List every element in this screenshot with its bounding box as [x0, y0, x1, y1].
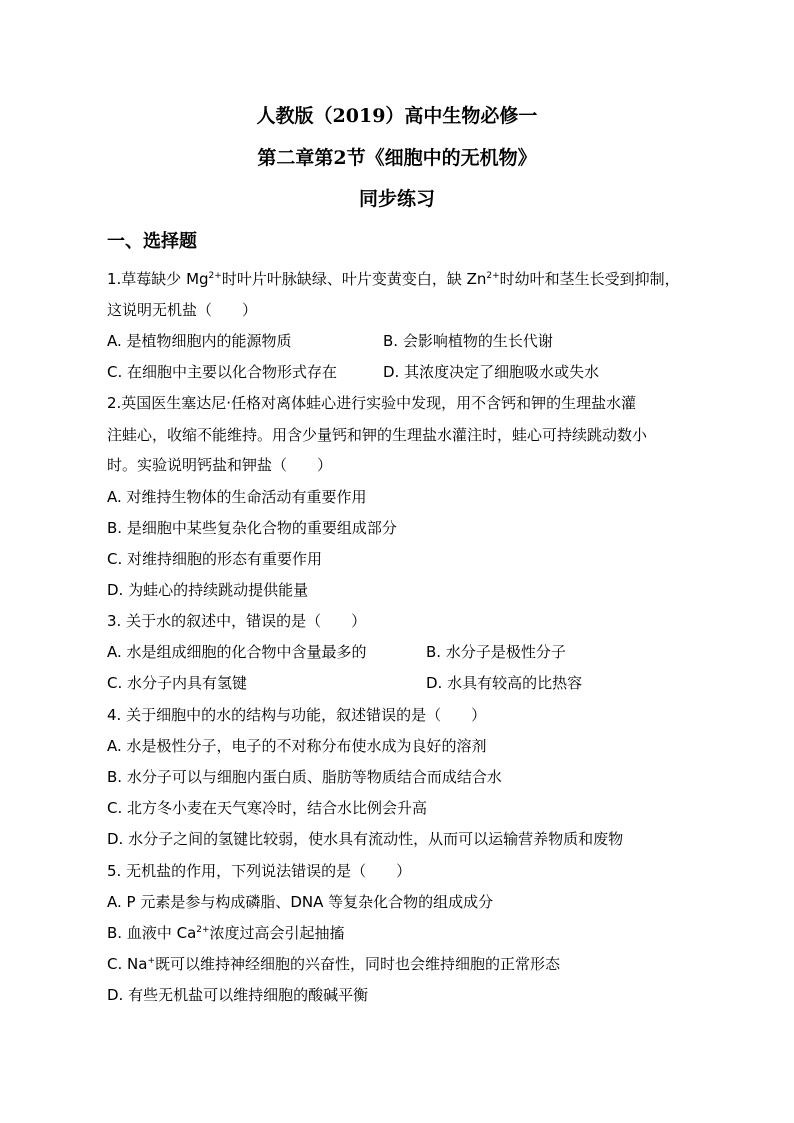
q3-option-b: B. 水分子是极性分子 — [426, 643, 566, 661]
q3-option-a: A. 水是组成细胞的化合物中含量最多的 — [107, 643, 367, 661]
q1-text-part: 1.草莓缺少 Mg — [107, 270, 209, 288]
q1-superscript: 2+ — [208, 271, 222, 281]
question-3-options-row1 — [107, 637, 697, 668]
q1-option-c: C. 在细胞中主要以化合物形式存在 — [107, 363, 338, 381]
q3-option-c: C. 水分子内具有氢键 — [107, 674, 248, 692]
q4-option-d: D. 水分子之间的氢键比较弱，使水具有流动性，从而可以运输营养物质和废物 — [107, 830, 624, 848]
question-2-stem-line3: 时。实验说明钙盐和钾盐（ ） — [107, 456, 333, 474]
question-2-stem-line1: 2.英国医生塞达尼·任格对离体蛙心进行实验中发现，用不含钙和钾的生理盐水灌 — [107, 394, 637, 412]
q1-superscript: 2+ — [486, 271, 500, 281]
q5-option-b-text: B. 血液中 Ca — [107, 924, 197, 942]
q1-text-part: 时叶片叶脉缺绿、叶片变黄变白，缺 Zn — [221, 270, 487, 288]
q2-option-d: D. 为蛙心的持续跳动提供能量 — [107, 581, 309, 599]
q1-option-a: A. 是植物细胞内的能源物质 — [107, 332, 292, 350]
exercise-title: 同步练习 — [358, 188, 435, 210]
q5-option-b — [107, 918, 345, 949]
q5-option-a: A. P 元素是参与构成磷脂、DNA 等复杂化合物的组成成分 — [107, 893, 494, 911]
q5-option-b-superscript: 2+ — [196, 925, 210, 935]
q5-option-b-text: 浓度过高会引起抽搐 — [209, 924, 345, 942]
q3-option-d: D. 水具有较高的比热容 — [426, 674, 583, 692]
question-1-options-row1 — [107, 326, 697, 357]
question-1-stem-line2: 这说明无机盐（ ） — [107, 301, 258, 319]
q1-text-part: 时幼叶和茎生长受到抑制， — [499, 270, 680, 288]
q5-option-c-superscript: + — [147, 956, 155, 966]
question-3-options-row2 — [107, 668, 697, 699]
document-title: 人教版（2019）高中生物必修一 — [256, 105, 538, 127]
question-1-options-row2 — [107, 357, 697, 388]
q4-option-a: A. 水是极性分子，电子的不对称分布使水成为良好的溶剂 — [107, 737, 487, 755]
question-1-stem — [107, 264, 697, 296]
q4-option-b: B. 水分子可以与细胞内蛋白质、脂肪等物质结合而成结合水 — [107, 768, 502, 786]
q4-option-c: C. 北方冬小麦在天气寒冷时，结合水比例会升高 — [107, 799, 428, 817]
question-5-stem: 5. 无机盐的作用，下列说法错误的是（ ） — [107, 862, 412, 880]
q5-option-c-text: 既可以维持神经细胞的兴奋性，同时也会维持细胞的正常形态 — [154, 955, 560, 973]
q2-option-c: C. 对维持细胞的形态有重要作用 — [107, 550, 323, 568]
section-heading: 一、选择题 — [107, 231, 197, 252]
q5-option-c-text: C. Na — [107, 955, 148, 973]
q1-option-b: B. 会影响植物的生长代谢 — [383, 332, 553, 350]
q5-option-d: D. 有些无机盐可以维持细胞的酸碱平衡 — [107, 986, 369, 1004]
question-4-stem: 4. 关于细胞中的水的结构与功能，叙述错误的是（ ） — [107, 706, 487, 724]
question-3-stem: 3. 关于水的叙述中，错误的是（ ） — [107, 612, 367, 630]
chapter-title: 第二章第2节《细胞中的无机物》 — [257, 147, 537, 169]
q2-option-a: A. 对维持生物体的生命活动有重要作用 — [107, 488, 367, 506]
question-2-stem-line2: 注蛙心，收缩不能维持。用含少量钙和钾的生理盐水灌注时，蛙心可持续跳动数小 — [107, 426, 648, 444]
q2-option-b: B. 是细胞中某些复杂化合物的重要组成部分 — [107, 519, 397, 537]
q5-option-c — [107, 949, 560, 980]
q1-option-d: D. 其浓度决定了细胞吸水或失水 — [383, 363, 600, 381]
